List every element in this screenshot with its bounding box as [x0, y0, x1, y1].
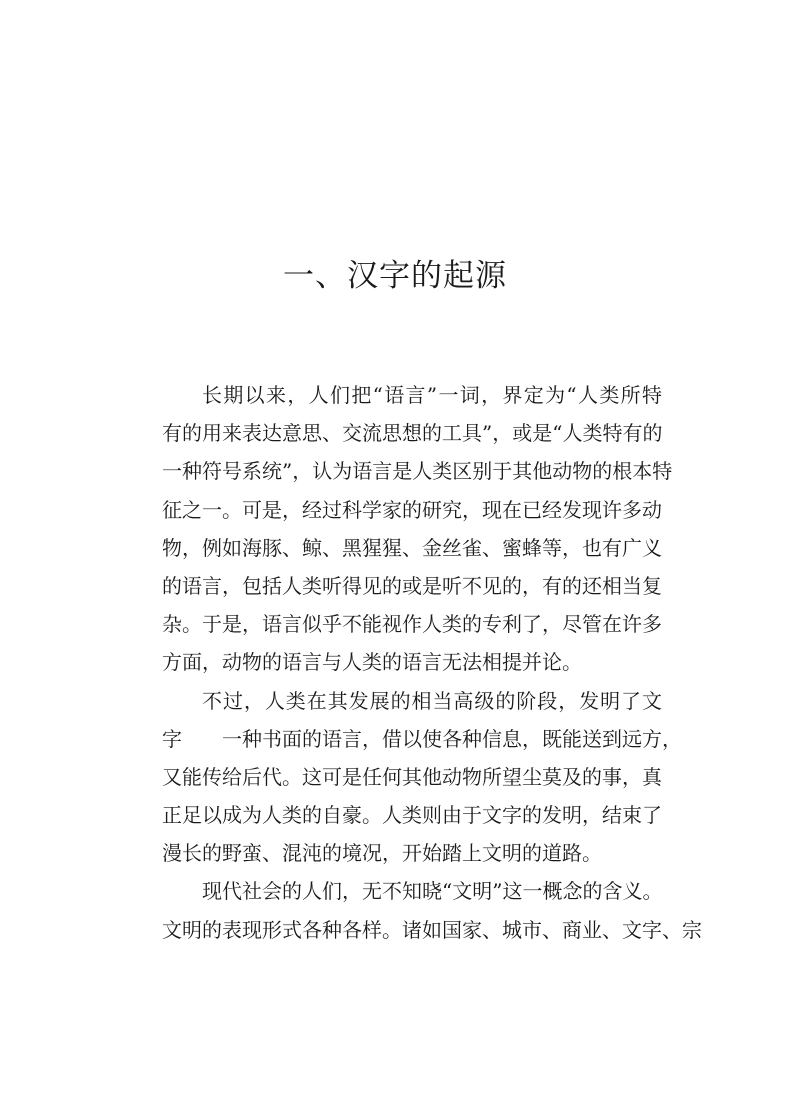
paragraph-1 — [162, 376, 673, 682]
text-line: 物，例如海豚、鲸、黑猩猩、金丝雀、蜜蜂等，也有广义 — [162, 535, 662, 560]
text-line: 不过，人类在其发展的相当高级的阶段，发明了文 — [202, 688, 662, 713]
text-line: 文明的表现形式各种各样。诸如国家、城市、商业、文字、宗 — [162, 917, 702, 942]
chapter-title: 一、汉字的起源 — [283, 258, 507, 294]
paragraph-2 — [162, 682, 682, 873]
paragraph-3 — [162, 872, 702, 948]
text-line: 一种符号系统”，认为语言是人类区别于其他动物的根本特 — [162, 459, 673, 484]
text-line: 杂。于是，语言似乎不能视作人类的专利了，尽管在许多 — [162, 612, 662, 637]
text-line: 征之一。可是，经过科学家的研究，现在已经发现许多动 — [162, 497, 662, 522]
text-line: 现代社会的人们，无不知晓“文明”这一概念的含义。 — [202, 879, 663, 904]
text-line: 方面，动物的语言与人类的语言无法相提并论。 — [162, 650, 582, 675]
text-line: 漫长的野蛮、混沌的境况，开始踏上文明的道路。 — [162, 841, 602, 866]
text-line: 的语言，包括人类听得见的或是听不见的，有的还相当复 — [162, 573, 662, 598]
text-line: 长期以来，人们把“语言”一词，界定为“人类所特 — [202, 383, 662, 407]
text-line: 正足以成为人类的自豪。人类则由于文字的发明，结束了 — [162, 803, 662, 828]
body-text — [162, 376, 702, 949]
text-line: 字 一种书面的语言，借以使各种信息，既能送到远方， — [162, 726, 682, 751]
text-line: 有的用来表达意思、交流思想的工具”，或是“人类特有的 — [162, 421, 663, 446]
text-line: 又能传给后代。这可是任何其他动物所望尘莫及的事，真 — [162, 764, 662, 789]
